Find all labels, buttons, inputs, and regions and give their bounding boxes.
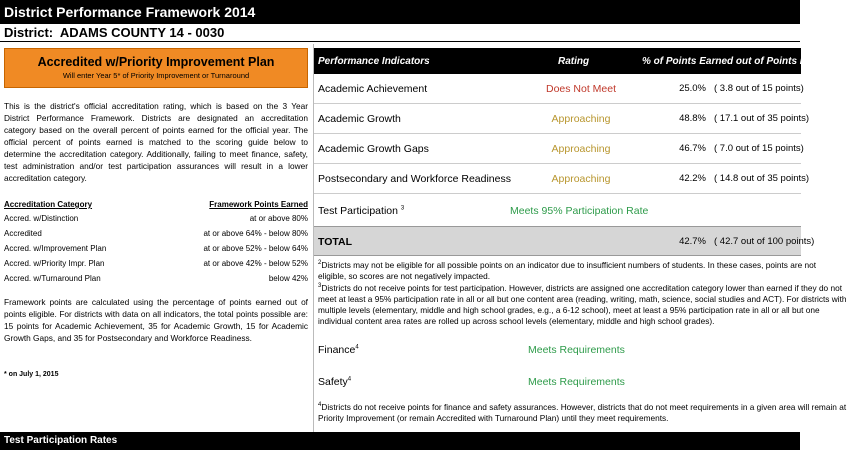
category-name: Accredited — [4, 229, 42, 238]
table-row — [314, 134, 804, 164]
table-row — [4, 256, 308, 271]
safety-label: Safety$^4$ — [318, 376, 352, 388]
test-participation-label: Test Participation $^3$ — [318, 205, 405, 217]
indicator-points: ( 7.0 out of 15 points) — [714, 143, 804, 154]
test-participation-rates-header: Test Participation Rates — [0, 432, 800, 450]
points-column-header: % of Points Earned out of Points Eligible — [642, 56, 836, 67]
indicator-rating: Approaching — [551, 173, 611, 185]
table-row — [314, 104, 810, 134]
test-participation-row — [314, 196, 801, 226]
district-label: District: — [4, 25, 54, 40]
footnote-2: $^2$Districts may not be eligible for all possible points on an indicator due to insufficient numbers of students. In these cases, points are not eligible, so scores are not negatively impacted. — [318, 259, 817, 281]
safety-row — [314, 372, 801, 394]
category-range: at or above 64% - below 80% — [203, 229, 308, 238]
district-name: ADAMS COUNTY 14 - 0030 — [59, 25, 225, 40]
indicator-name: Academic Growth — [318, 113, 401, 125]
category-range: at or above 80% — [249, 214, 308, 223]
indicator-rating: Approaching — [551, 143, 611, 155]
table-row — [314, 74, 804, 104]
footnote-3: $^3$Districts do not receive points for test participation. However, districts are assigned one accreditation category lower than earned if they do not meet at least a 95% participation rate in all or all but one content area (reading, writing, math, science, social studies and ACT). For districts with multiple levels (elementary, middle and high school grades, e.g., a 6-12 school), meet at least a 95% participation rate in all or all but one individual content area rates are rolled up across school levels (elementary, middle and high school grades). — [318, 282, 847, 326]
table-row — [4, 226, 308, 241]
right-panel — [313, 44, 847, 432]
points-calculation-text: Framework points are calculated using the percentage of points earned out of points eligible. For districts with data on all indicators, the total points possible are: 15 points for Academic Achievement, 35 for Academic Growth, 15 for Academic Growth Gaps, and 35 for Postsecondary and Workforce Readiness. — [4, 297, 308, 343]
category-name: Accred. w/Turnaround Plan — [4, 274, 101, 283]
category-range: at or above 42% - below 52% — [203, 259, 308, 268]
table-row — [4, 271, 308, 286]
category-name: Accred. w/Improvement Plan — [4, 244, 107, 253]
test-participation-status: Meets 95% Participation Rate — [510, 205, 649, 217]
district-row — [0, 24, 800, 42]
finance-row — [314, 340, 801, 362]
table-row — [4, 211, 308, 226]
finance-status: Meets Requirements — [528, 344, 625, 356]
indicator-percent: 46.7% — [679, 143, 706, 154]
indicator-table-header — [314, 48, 836, 74]
total-label: TOTAL — [318, 236, 353, 248]
category-table-header — [4, 200, 308, 211]
accreditation-rating: Accredited w/Priority Improvement Plan — [37, 55, 275, 69]
intro-text: This is the district's official accreditation rating, which is based on the 3 Year District Performance Framework. Districts are designated an accreditation category based on the overall percent of points earned for the official year. The official percent of points earned is matched to the scoring guide below to determine the accreditation category. Additionally, failing to meet finance, safety, test administration and/or test participation assurances will result in a lower accreditation category. — [4, 101, 308, 183]
category-range: at or above 52% - below 64% — [203, 244, 308, 253]
safety-status: Meets Requirements — [528, 376, 625, 388]
accreditation-category-table — [4, 200, 308, 286]
accreditation-subtitle: Will enter Year 5* of Priority Improvement or Turnaround — [62, 71, 250, 80]
finance-label: Finance$^4$ — [318, 344, 359, 356]
indicator-percent: 48.8% — [679, 113, 706, 124]
table-row — [4, 241, 308, 256]
category-name: Accred. w/Distinction — [4, 214, 79, 223]
report-title: District Performance Framework 2014 — [0, 0, 800, 24]
points-earned-header: Framework Points Earned — [209, 200, 308, 209]
indicator-percent: 25.0% — [679, 83, 706, 94]
indicator-rating: Does Not Meet — [545, 83, 617, 95]
date-footnote: * on July 1, 2015 — [4, 371, 59, 378]
indicator-name: Postsecondary and Workforce Readiness — [318, 173, 511, 185]
rating-column-header: Rating — [558, 56, 590, 67]
category-header: Accreditation Category — [4, 200, 93, 209]
footnote-4: $^4$Districts do not receive points for finance and safety assurances. However, districts that do not meet requirements in a given area will remain at Priority Improvement (or remain Accredited with Turnaround Plan) until they meet requirements. — [318, 401, 847, 423]
category-range: below 42% — [268, 274, 308, 283]
indicator-rating: Approaching — [551, 113, 611, 125]
indicator-name: Academic Growth Gaps — [318, 143, 429, 155]
table-row — [314, 164, 810, 194]
total-row — [314, 226, 815, 256]
indicator-name: Academic Achievement — [318, 83, 428, 95]
accreditation-rating-box — [4, 48, 308, 88]
indicator-percent: 42.2% — [679, 173, 706, 184]
indicator-points: ( 14.8 out of 35 points) — [714, 173, 810, 184]
total-percent: 42.7% — [679, 236, 706, 247]
indicator-points: ( 3.8 out of 15 points) — [714, 83, 804, 94]
total-points: ( 42.7 out of 100 points) — [714, 236, 815, 247]
indicator-column-header: Performance Indicators — [318, 56, 430, 67]
category-name: Accred. w/Priority Impr. Plan — [4, 259, 105, 268]
indicator-points: ( 17.1 out of 35 points) — [714, 113, 810, 124]
